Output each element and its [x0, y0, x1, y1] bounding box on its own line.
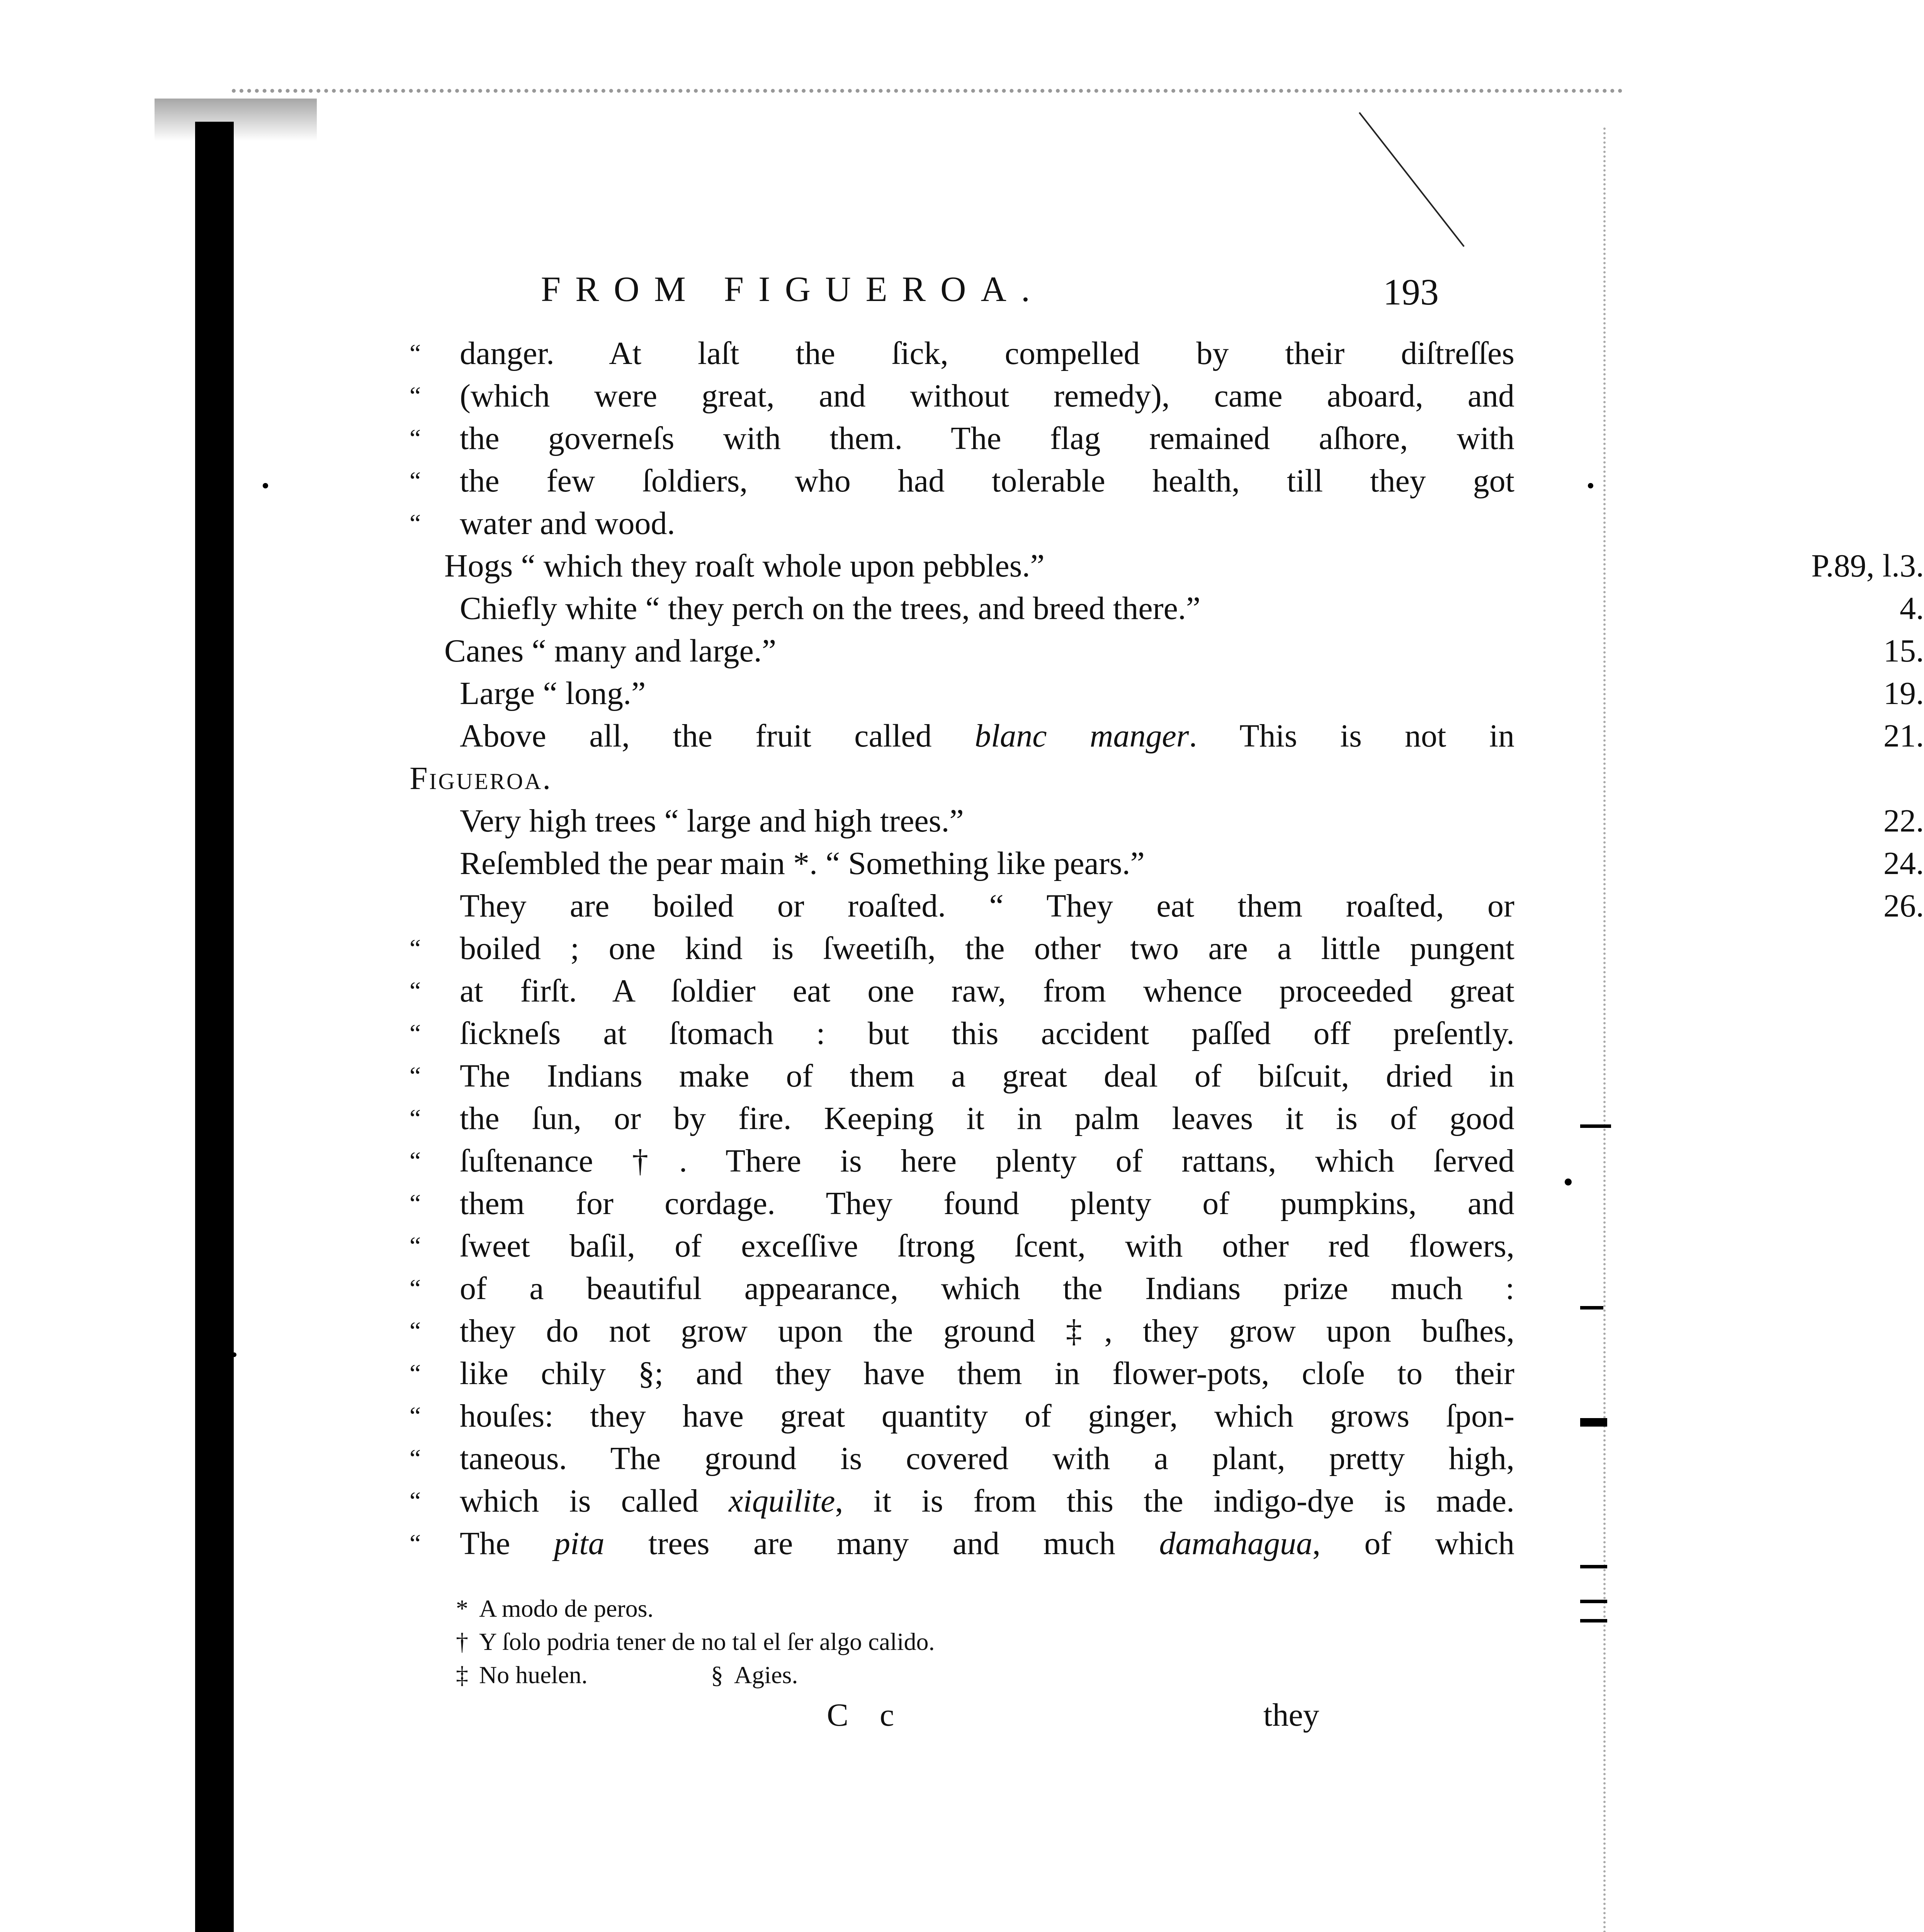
line-text	[460, 1480, 1514, 1522]
text-line	[410, 885, 1924, 927]
page-number: 193	[1383, 271, 1439, 313]
margin-reference: 15.	[1883, 633, 1924, 669]
text-line	[410, 1012, 1514, 1055]
quote-mark: “	[410, 1019, 421, 1048]
line-text: they do not grow upon the ground ‡, they grow upon buſhes,	[460, 1313, 1514, 1349]
ink-speck	[232, 1352, 236, 1357]
margin-reference: 4.	[1900, 590, 1924, 626]
margin-reference: 22.	[1883, 803, 1924, 839]
line-text: Large “ long.”	[460, 675, 646, 711]
line-text: taneous. The ground is covered with a plant, pretty high,	[460, 1440, 1514, 1476]
margin-reference: P.89, l.3.	[1811, 548, 1924, 584]
line-text-segment: trees are many and much	[604, 1526, 1159, 1561]
line-text: ſickneſs at ſtomach : but this accident paſſed off preſently.	[460, 1015, 1514, 1051]
line-text: Reſembled the pear main *. “ Something like pears.”	[460, 845, 1145, 881]
margin-reference: 26.	[1883, 888, 1924, 924]
catchword: they	[1263, 1697, 1319, 1733]
footnote	[456, 1658, 1422, 1692]
quote-mark: “	[410, 1359, 421, 1388]
line-text: ſuſtenance †. There is here plenty of rattans, which ſerved	[460, 1143, 1514, 1179]
text-line	[410, 332, 1514, 375]
line-text-segment: The	[460, 1526, 554, 1561]
text-line	[410, 842, 1924, 885]
text-line	[410, 545, 1924, 587]
line-text: the ſun, or by fire. Keeping it in palm leaves it is of good	[460, 1100, 1514, 1136]
footnote	[711, 1658, 798, 1692]
line-text: the few ſoldiers, who had tolerable health, till they got	[460, 463, 1514, 499]
footnote	[456, 1592, 1422, 1625]
footnotes	[456, 1592, 1422, 1692]
line-text: like chily §; and they have them in flower-pots, cloſe to their	[460, 1355, 1514, 1391]
line-text-segment: Above all, the fruit called	[460, 718, 975, 754]
text-line	[410, 1182, 1514, 1225]
signature-mark: C c	[827, 1697, 906, 1733]
quote-mark: “	[410, 424, 421, 452]
quote-mark: “	[410, 1062, 421, 1090]
margin-reference: 24.	[1883, 845, 1924, 881]
footnote	[456, 1625, 1422, 1658]
line-text: of a beautiful appearance, which the Indians prize much :	[460, 1270, 1514, 1306]
quote-mark: “	[410, 1232, 421, 1260]
line-text: at firſt. A ſoldier eat one raw, from whence proceeded great	[460, 973, 1514, 1009]
line-text	[460, 715, 1514, 757]
text-line	[410, 1140, 1514, 1182]
gutter-binding-edge	[195, 122, 234, 1932]
text-line	[410, 630, 1924, 672]
text-line	[410, 927, 1514, 970]
line-text	[460, 1522, 1514, 1565]
quote-mark: “	[410, 1402, 421, 1430]
footnote-text: Y ſolo podria tener de no tal el ſer algo calido.	[479, 1628, 935, 1655]
ink-speck	[1588, 483, 1593, 488]
running-head: FROM FIGUEROA.	[541, 269, 1045, 309]
margin-mark	[1580, 1619, 1607, 1622]
ink-speck	[1565, 1179, 1572, 1185]
quote-mark: “	[410, 1444, 421, 1473]
quote-mark: “	[410, 509, 421, 537]
line-text: The Indians make of them a great deal of biſcuit, dried in	[460, 1058, 1514, 1094]
line-text: Hogs “ which they roaſt whole upon pebbles.”	[444, 548, 1045, 584]
margin-mark	[1580, 1600, 1607, 1603]
line-text: (which were great, and without remedy), came aboard, and	[460, 378, 1514, 414]
line-text: They are boiled or roaſted. “ They eat them roaſted, or	[460, 888, 1514, 924]
text-line	[410, 800, 1924, 842]
line-text: water and wood.	[460, 505, 675, 541]
text-line	[410, 1437, 1514, 1480]
text-line	[410, 587, 1924, 630]
footnote-mark: ‡	[456, 1661, 468, 1689]
text-line	[410, 757, 1514, 800]
line-text: danger. At laſt the ſick, compelled by their diſtreſſes	[460, 335, 1514, 371]
line-text: the governeſs with them. The flag remained aſhore, with	[460, 420, 1514, 456]
text-line	[410, 970, 1514, 1012]
italic-term: damahagua	[1159, 1526, 1313, 1561]
footnote-mark: *	[456, 1595, 468, 1622]
margin-mark	[1580, 1124, 1611, 1128]
italic-term: blanc manger	[974, 718, 1189, 754]
quote-mark: “	[410, 1104, 421, 1133]
line-text: boiled ; one kind is ſweetiſh, the other two are a little pungent	[460, 930, 1514, 966]
quote-mark: “	[410, 1487, 421, 1515]
italic-term: pita	[554, 1526, 605, 1561]
quote-mark: “	[410, 1529, 421, 1558]
quote-mark: “	[410, 1189, 421, 1218]
line-text-segment: which is called	[460, 1483, 729, 1519]
margin-mark	[1580, 1306, 1603, 1310]
quote-mark: “	[410, 1317, 421, 1345]
footnote-text: A modo de peros.	[479, 1595, 654, 1622]
text-line	[410, 417, 1514, 460]
corner-fold-line	[1356, 112, 1465, 249]
quote-mark: “	[410, 339, 421, 367]
text-line	[410, 1097, 1514, 1140]
text-line	[410, 672, 1924, 715]
line-text: ſweet baſil, of exceſſive ſtrong ſcent, with other red flowers,	[460, 1228, 1514, 1264]
margin-mark	[1580, 1565, 1607, 1568]
quote-mark: “	[410, 934, 421, 963]
footnote-text: No huelen.	[479, 1661, 588, 1689]
footnote-mark: †	[456, 1628, 468, 1655]
line-text: Canes “ many and large.”	[444, 633, 777, 669]
margin-marks	[1576, 1101, 1619, 1642]
footnote-mark: §	[711, 1661, 723, 1689]
footnote-text: Agies.	[734, 1661, 798, 1689]
text-line	[410, 1352, 1514, 1395]
margin-reference: 19.	[1883, 675, 1924, 711]
text-line	[410, 1055, 1514, 1097]
text-line	[410, 460, 1514, 502]
ink-speck	[263, 483, 268, 488]
quote-mark: “	[410, 977, 421, 1005]
page-right-edge	[1603, 128, 1610, 1932]
text-line	[410, 1267, 1514, 1310]
line-text: Figueroa.	[410, 760, 552, 796]
margin-reference: 21.	[1883, 718, 1924, 754]
text-line	[410, 1395, 1514, 1437]
text-line	[410, 1225, 1514, 1267]
text-line	[410, 1480, 1514, 1522]
body-text	[410, 332, 1924, 1565]
page-top-edge	[232, 89, 1623, 120]
line-text: Chiefly white “ they perch on the trees, and breed there.”	[460, 590, 1201, 626]
line-text: them for cordage. They found plenty of pumpkins, and	[460, 1185, 1514, 1221]
line-text: Very high trees “ large and high trees.”	[460, 803, 964, 839]
quote-mark: “	[410, 467, 421, 495]
quote-mark: “	[410, 382, 421, 410]
line-text-segment: , of which	[1312, 1526, 1515, 1561]
italic-term: xiquilite	[729, 1483, 835, 1519]
text-line	[410, 375, 1514, 417]
line-text-segment: . This is not in	[1189, 718, 1514, 754]
text-line	[410, 715, 1924, 757]
text-line	[410, 1522, 1514, 1565]
line-text: houſes: they have great quantity of ginger, which grows ſpon-	[460, 1398, 1514, 1434]
quote-mark: “	[410, 1274, 421, 1303]
text-line	[410, 1310, 1514, 1352]
quote-mark: “	[410, 1147, 421, 1175]
margin-mark	[1580, 1418, 1607, 1427]
text-line	[410, 502, 1514, 545]
line-text-segment: , it is from this the indigo-dye is made.	[835, 1483, 1514, 1519]
